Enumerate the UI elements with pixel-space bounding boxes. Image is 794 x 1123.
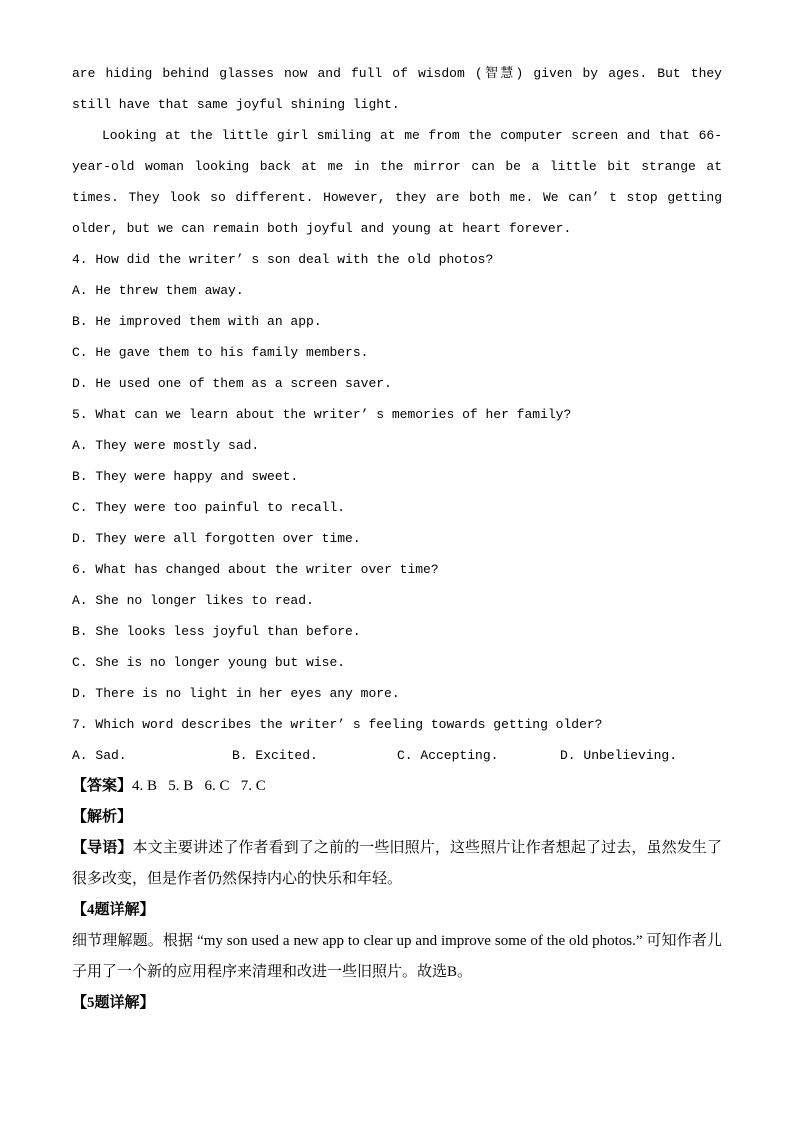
option: A. He threw them away. — [72, 283, 244, 298]
option-item: B. Excited. — [232, 748, 318, 763]
option: C. She is no longer young but wise. — [72, 655, 346, 670]
explanation-paragraph: 细节理解题。根据 “my son used a new app to clear up and improve some of the old photos.” 可知作者儿子用了一个新的应用程序来清理和改进一些旧照片。故选B。 — [72, 933, 722, 980]
guide-paragraph — [72, 833, 722, 895]
option: B. He improved them with an app. — [72, 314, 322, 329]
option-item: A. Sad. — [72, 748, 127, 763]
question: 6. What has changed about the writer over time? — [72, 562, 439, 577]
paragraph: Looking at the little girl smiling at me from the computer screen and that 66-year-old woman looking back at me in the mirror can be a little bit strange at times. They look so different. However, they are both me. We can’ t stop getting older, but we can remain both joyful and young at heart forever. — [72, 128, 722, 236]
option: D. They were all forgotten over time. — [72, 531, 361, 546]
option: A. She no longer likes to read. — [72, 593, 314, 608]
question: 5. What can we learn about the writer’ s memories of her family? — [72, 407, 572, 422]
text-run: 本文主要讲述了作者看到了之前的一些旧照片，这些照片让作者想起了过去，虽然发生了很多改变，但是作者仍然保持内心的快乐和年轻。 — [72, 840, 722, 887]
section-label: 【5题详解】 — [72, 995, 155, 1011]
option: D. He used one of them as a screen saver. — [72, 376, 392, 391]
question: 4. How did the writer’ s son deal with the old photos? — [72, 252, 494, 267]
option: B. They were happy and sweet. — [72, 469, 299, 484]
section-heading — [72, 895, 722, 926]
option: B. She looks less joyful than before. — [72, 624, 361, 639]
section-label: 【解析】 — [72, 809, 133, 825]
option-item: D. Unbelieving. — [560, 748, 678, 763]
answer-line — [72, 771, 722, 802]
option: A. They were mostly sad. — [72, 438, 260, 453]
section-label: 【导语】 — [72, 840, 133, 856]
option: C. He gave them to his family members. — [72, 345, 369, 360]
text-run: 4. B 5. B 6. C 7. C — [132, 778, 266, 794]
option-item: C. Accepting. — [397, 748, 499, 763]
question: 7. Which word describes the writer’ s feeling towards getting older? — [72, 717, 603, 732]
option: C. They were too painful to recall. — [72, 500, 346, 515]
document-content — [72, 58, 722, 1019]
section-label: 【答案】 — [72, 778, 133, 794]
option: D. There is no light in her eyes any more. — [72, 686, 400, 701]
section-heading — [72, 802, 722, 833]
paragraph: are hiding behind glasses now and full of wisdom (智慧) given by ages. But they still have that same joyful shining light. — [72, 66, 722, 112]
options-row — [72, 740, 722, 771]
section-heading — [72, 988, 722, 1019]
section-label: 【4题详解】 — [72, 902, 155, 918]
